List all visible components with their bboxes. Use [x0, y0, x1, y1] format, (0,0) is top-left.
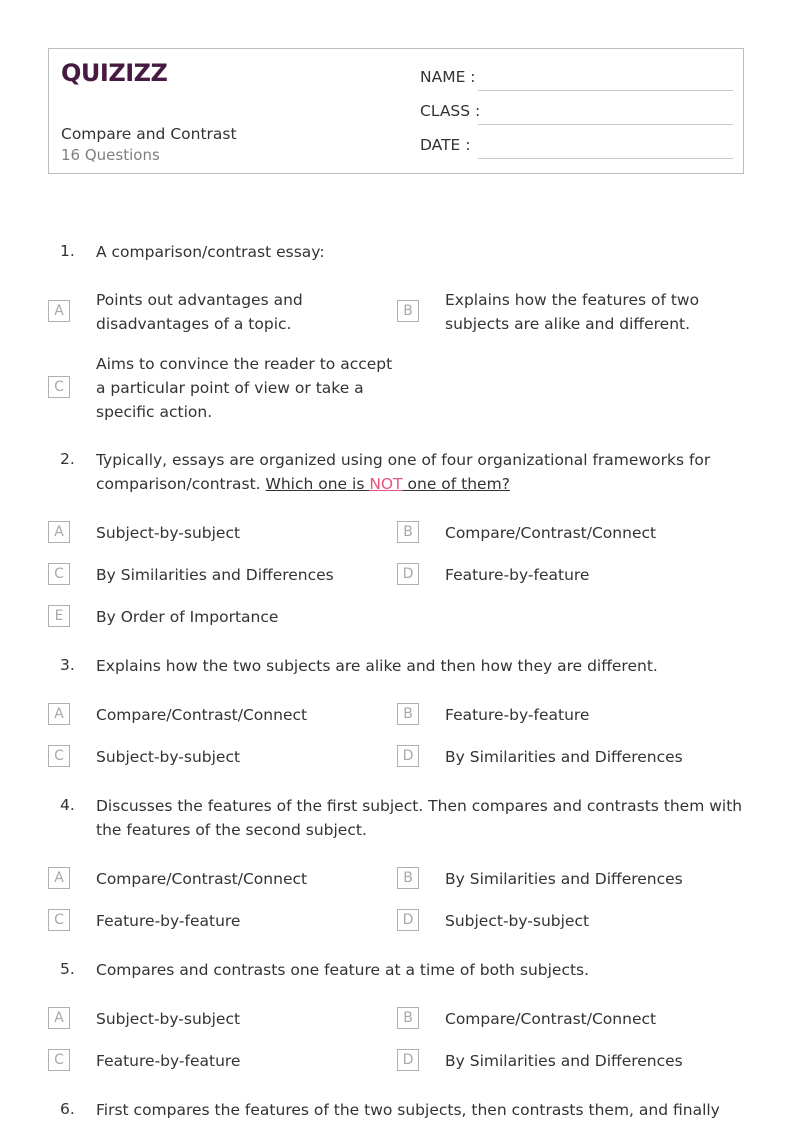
- option-box-d[interactable]: D: [397, 563, 419, 585]
- question-text: First compares the features of the two subjects, then contrasts them, and finally: [96, 1101, 720, 1119]
- question-number: 2.: [60, 450, 75, 468]
- quizizz-logo: QUIZIZZ: [61, 59, 168, 87]
- option-text: By Similarities and Differences: [445, 1052, 683, 1070]
- question-number: 1.: [60, 242, 75, 260]
- question-text: Explains how the two subjects are alike and then how they are different.: [96, 657, 658, 675]
- option-box-b[interactable]: B: [397, 300, 419, 322]
- option-box-d[interactable]: D: [397, 745, 419, 767]
- date-field[interactable]: [478, 158, 733, 159]
- question-number: 3.: [60, 656, 75, 674]
- option-text: Feature-by-feature: [96, 912, 241, 930]
- option-box-d[interactable]: D: [397, 1049, 419, 1071]
- worksheet-title: Compare and Contrast: [61, 125, 237, 143]
- name-label: NAME :: [420, 68, 476, 86]
- option-box-a[interactable]: A: [48, 521, 70, 543]
- option-box-e[interactable]: E: [48, 605, 70, 627]
- option-text: Compare/Contrast/Connect: [445, 524, 657, 542]
- option-text: Feature-by-feature: [96, 1052, 241, 1070]
- option-box-b[interactable]: B: [397, 1007, 419, 1029]
- question-count: 16 Questions: [61, 146, 160, 164]
- option-box-b[interactable]: B: [397, 703, 419, 725]
- option-text: Subject-by-subject: [96, 1010, 241, 1028]
- option-box-b[interactable]: B: [397, 521, 419, 543]
- option-text: Subject-by-subject: [96, 748, 241, 766]
- option-text: Feature-by-feature: [445, 706, 590, 724]
- option-text: Subject-by-subject: [96, 524, 241, 542]
- not-highlight: NOT: [369, 475, 403, 493]
- date-label: DATE :: [420, 136, 471, 154]
- option-text: Compare/Contrast/Connect: [445, 1010, 657, 1028]
- option-box-b[interactable]: B: [397, 867, 419, 889]
- option-text: Feature-by-feature: [445, 566, 590, 584]
- option-box-a[interactable]: A: [48, 300, 70, 322]
- option-box-c[interactable]: C: [48, 745, 70, 767]
- option-text: By Similarities and Differences: [96, 566, 334, 584]
- option-box-c[interactable]: C: [48, 376, 70, 398]
- question-number: 6.: [60, 1100, 75, 1118]
- question-text: Discusses the features of the first subject. Then compares and contrasts them with the features of the second subject.: [96, 797, 743, 839]
- option-text: By Order of Importance: [96, 608, 279, 626]
- question-text: A comparison/contrast essay:: [96, 243, 325, 261]
- name-field[interactable]: [478, 90, 733, 91]
- option-text: By Similarities and Differences: [445, 748, 683, 766]
- question-text: Compares and contrasts one feature at a time of both subjects.: [96, 961, 590, 979]
- option-text: Compare/Contrast/Connect: [96, 870, 308, 888]
- option-text: Compare/Contrast/Connect: [96, 706, 308, 724]
- option-text: Explains how the features of two subjects are alike and different.: [445, 291, 700, 333]
- option-text: By Similarities and Differences: [445, 870, 683, 888]
- option-text: Subject-by-subject: [445, 912, 590, 930]
- option-box-c[interactable]: C: [48, 909, 70, 931]
- option-box-a[interactable]: A: [48, 1007, 70, 1029]
- class-field[interactable]: [478, 124, 733, 125]
- option-box-c[interactable]: C: [48, 563, 70, 585]
- option-text: Points out advantages and disadvantages of a topic.: [96, 291, 303, 333]
- class-label: CLASS :: [420, 102, 481, 120]
- question-text: Typically, essays are organized using one of four organizational frameworks for comparison/contrast. Which one is NOT one of them?: [96, 451, 711, 493]
- option-text: Aims to convince the reader to accept a particular point of view or take a specific action.: [96, 355, 393, 421]
- option-box-d[interactable]: D: [397, 909, 419, 931]
- question-number: 4.: [60, 796, 75, 814]
- question-number: 5.: [60, 960, 75, 978]
- option-box-c[interactable]: C: [48, 1049, 70, 1071]
- option-box-a[interactable]: A: [48, 703, 70, 725]
- worksheet-header: [48, 48, 744, 174]
- option-box-a[interactable]: A: [48, 867, 70, 889]
